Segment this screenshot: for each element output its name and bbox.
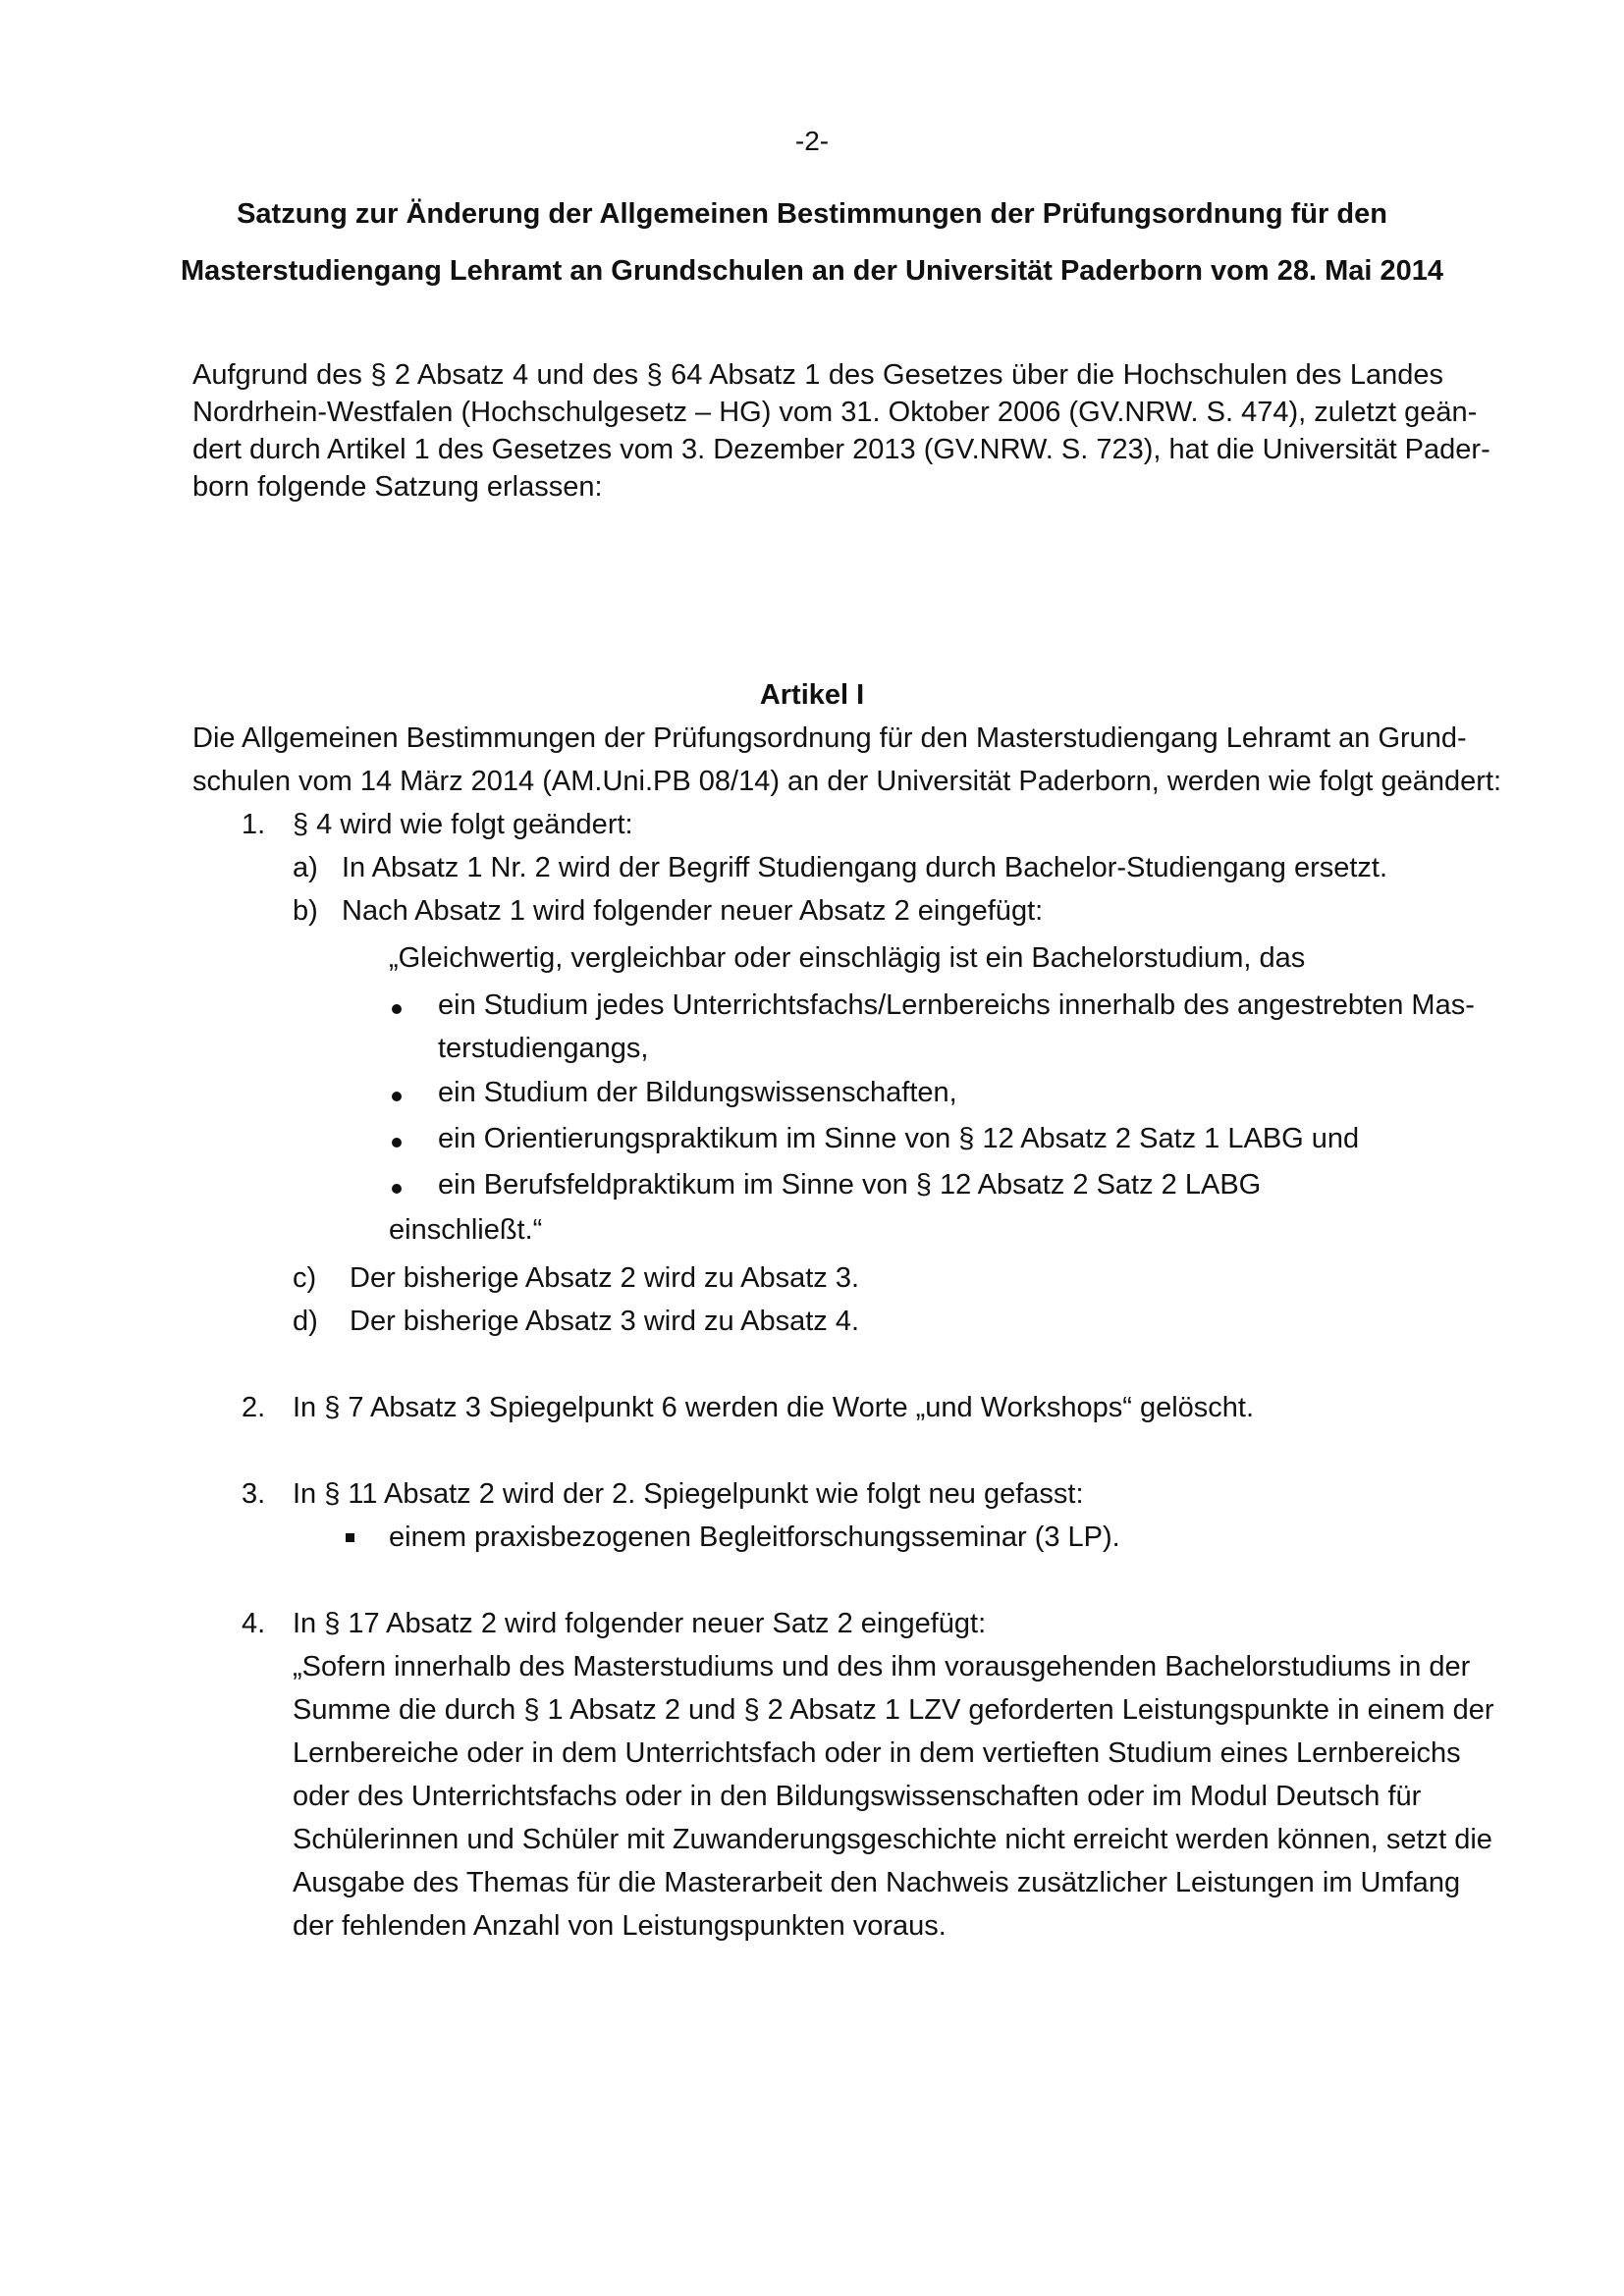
item-3-number: 3. <box>242 1478 266 1510</box>
title-line-1: Satzung zur Änderung der Allgemeinen Bestimmungen der Prüfungsordnung für den <box>237 198 1387 230</box>
item-1-number: 1. <box>242 809 266 840</box>
article-intro-line-1: Die Allgemeinen Bestimmungen der Prüfungsordnung für den Masterstudiengang Lehramt an Grund- <box>192 722 1467 754</box>
article-heading: Artikel I <box>759 679 865 711</box>
item-1b-bullet-2: ein Studium der Bildungswissenschaften, <box>438 1077 957 1108</box>
item-1b-quote-end: einschließt.“ <box>389 1214 543 1246</box>
bullet-icon <box>392 1138 402 1148</box>
item-1b-bullet-4: ein Berufsfeldpraktikum im Sinne von § 12 Absatz 2 Satz 2 LABG <box>438 1169 1262 1201</box>
item-1b-quote-intro: „Gleichwertig, vergleichbar oder einschlägig ist ein Bachelorstudium, das <box>389 942 1306 974</box>
item-4-text: In § 17 Absatz 2 wird folgender neuer Satz 2 eingefügt: <box>293 1608 987 1639</box>
item-1a-text: In Absatz 1 Nr. 2 wird der Begriff Studiengang durch Bachelor-Studiengang ersetzt. <box>342 852 1388 883</box>
article-intro-line-2: schulen vom 14 März 2014 (AM.Uni.PB 08/14) an der Universität Paderborn, werden wie folgt geändert: <box>192 766 1502 797</box>
item-3-sub: einem praxisbezogenen Begleitforschungsseminar (3 LP). <box>389 1522 1120 1553</box>
bullet-icon <box>392 1092 402 1101</box>
item-4-quote-line-4: oder des Unterrichtsfachs oder in den Bildungswissenschaften oder im Modul Deutsch für <box>293 1781 1422 1812</box>
item-4-number: 4. <box>242 1608 266 1639</box>
item-4-quote-line-6: Ausgabe des Themas für die Masterarbeit den Nachweis zusätzlicher Leistungen im Umfang <box>293 1867 1461 1898</box>
bullet-icon <box>392 1184 402 1194</box>
item-4-quote-line-1: „Sofern innerhalb des Masterstudiums und des ihm vorausgehenden Bachelorstudiums in der <box>293 1651 1471 1682</box>
item-1b-label: b) <box>293 895 318 927</box>
intro-line-2: Nordrhein-Westfalen (Hochschulgesetz – HG) vom 31. Oktober 2006 (GV.NRW. S. 474), zuletzt geän- <box>192 397 1478 428</box>
item-1b-bullet-3: ein Orientierungspraktikum im Sinne von § 12 Absatz 2 Satz 1 LABG und <box>438 1123 1360 1154</box>
item-1b-bullet-1-line-1: ein Studium jedes Unterrichtsfachs/Lernbereichs innerhalb des angestrebten Mas- <box>438 989 1475 1021</box>
item-1-text: § 4 wird wie folgt geändert: <box>293 809 633 840</box>
item-4-quote-line-2: Summe die durch § 1 Absatz 2 und § 2 Absatz 1 LZV geforderten Leistungspunkte in einem der <box>293 1694 1494 1726</box>
item-2-text: In § 7 Absatz 3 Spiegelpunkt 6 werden die Worte „und Workshops“ gelöscht. <box>293 1392 1255 1423</box>
intro-line-4: born folgende Satzung erlassen: <box>192 471 603 503</box>
item-3-text: In § 11 Absatz 2 wird der 2. Spiegelpunkt wie folgt neu gefasst: <box>293 1478 1084 1510</box>
intro-line-1: Aufgrund des § 2 Absatz 4 und des § 64 Absatz 1 des Gesetzes über die Hochschulen des Landes <box>192 359 1443 391</box>
item-4-quote-line-5: Schülerinnen und Schüler mit Zuwanderungsgeschichte nicht erreicht werden können, setzt die <box>293 1824 1492 1855</box>
item-1b-bullet-1-line-2: terstudiengangs, <box>438 1033 649 1064</box>
item-1d-label: d) <box>293 1306 318 1337</box>
square-bullet-icon <box>346 1533 354 1542</box>
bullet-icon <box>392 1004 402 1014</box>
item-1b-text: Nach Absatz 1 wird folgender neuer Absatz 2 eingefügt: <box>342 895 1044 927</box>
intro-line-3: dert durch Artikel 1 des Gesetzes vom 3. Dezember 2013 (GV.NRW. S. 723), hat die Universität Pader- <box>192 434 1490 465</box>
item-4-quote-line-7: der fehlenden Anzahl von Leistungspunkten voraus. <box>293 1910 947 1942</box>
item-1a-label: a) <box>293 852 318 883</box>
item-1d-text: Der bisherige Absatz 3 wird zu Absatz 4. <box>350 1306 860 1337</box>
item-1c-label: c) <box>293 1262 317 1294</box>
item-4-quote-line-3: Lernbereiche oder in dem Unterrichtsfach oder in dem vertieften Studium eines Lernbereichs <box>293 1737 1461 1769</box>
title-line-2: Masterstudiengang Lehramt an Grundschulen an der Universität Paderborn vom 28. Mai 2014 <box>180 255 1443 287</box>
page-number: -2- <box>794 126 830 156</box>
item-1c-text: Der bisherige Absatz 2 wird zu Absatz 3. <box>350 1262 860 1294</box>
item-2-number: 2. <box>242 1392 266 1423</box>
